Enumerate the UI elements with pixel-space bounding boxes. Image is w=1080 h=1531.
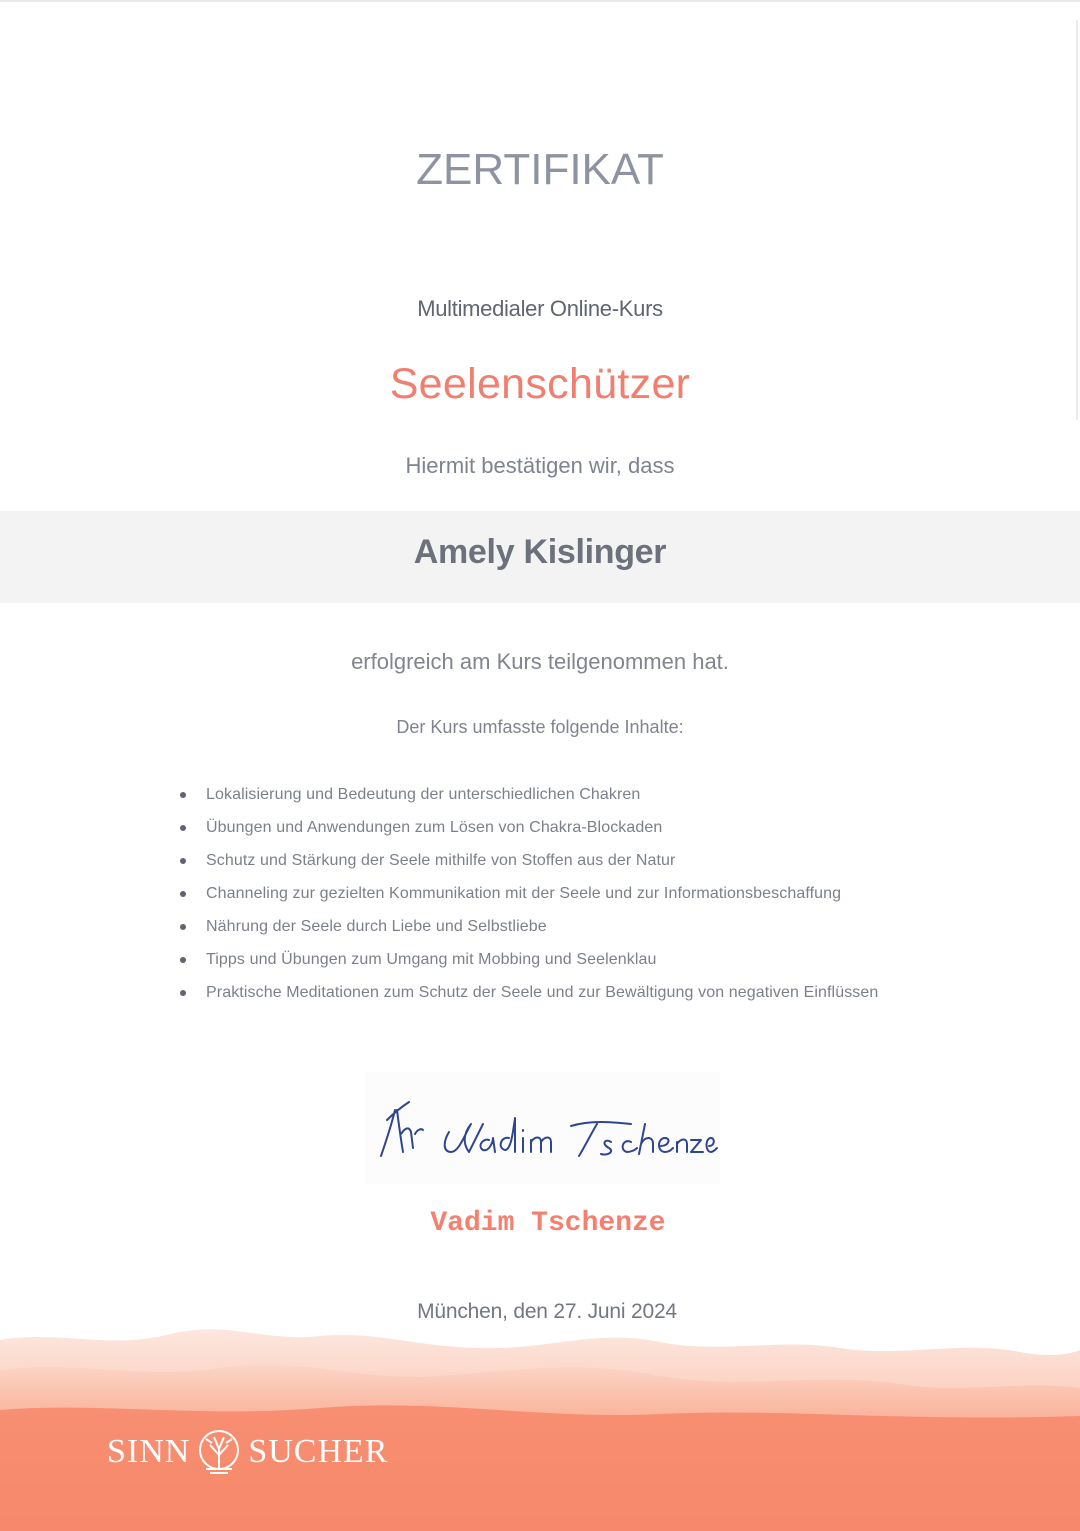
course-contents-list xyxy=(176,778,936,1009)
list-item xyxy=(176,778,936,811)
place-date: München, den 27. Juni 2024 xyxy=(417,1300,677,1323)
list-item-text: Schutz und Stärkung der Seele mithilfe von Stoffen aus der Natur xyxy=(206,852,676,869)
tree-of-life-icon xyxy=(192,1425,246,1479)
confirmation-text: Hiermit bestätigen wir, dass xyxy=(405,453,675,478)
list-item-text: Channeling zur gezielten Kommunikation mit der Seele und zur Informationsbeschaffung xyxy=(206,885,842,902)
recipient-name: Amely Kislinger xyxy=(413,533,667,571)
course-name: Seelenschützer xyxy=(389,360,691,408)
signature-icon xyxy=(365,1072,720,1184)
sinnsucher-logo xyxy=(107,1426,388,1478)
bullet-icon xyxy=(180,924,186,930)
logo-word-left: SINN xyxy=(107,1433,191,1470)
bullet-icon xyxy=(180,858,186,864)
certificate-title: ZERTIFIKAT xyxy=(416,145,664,194)
list-item-text: Lokalisierung und Bedeutung der unterschiedlichen Chakren xyxy=(206,786,641,803)
list-item-text: Übungen und Anwendungen zum Lösen von Chakra-Blockaden xyxy=(206,819,663,836)
list-item xyxy=(176,877,936,910)
handwritten-signature xyxy=(365,1072,720,1184)
watercolor-footer xyxy=(0,1290,1080,1531)
bullet-icon xyxy=(180,792,186,798)
bullet-icon xyxy=(180,891,186,897)
contents-intro: Der Kurs umfasste folgende Inhalte: xyxy=(396,717,684,737)
list-item xyxy=(176,943,936,976)
list-item-text: Nährung der Seele durch Liebe und Selbstliebe xyxy=(206,918,547,935)
top-border xyxy=(0,0,1080,2)
list-item xyxy=(176,811,936,844)
logo-word-right: SUCHER xyxy=(248,1433,389,1470)
list-item xyxy=(176,844,936,877)
list-item xyxy=(176,910,936,943)
list-item-text: Tipps und Übungen zum Umgang mit Mobbing und Seelenklau xyxy=(206,951,657,968)
signer-name: Vadim Tschenze xyxy=(430,1208,666,1239)
list-item-text: Praktische Meditationen zum Schutz der Seele und zur Bewältigung von negativen Einflüssen xyxy=(206,984,879,1001)
bullet-icon xyxy=(180,825,186,831)
completion-text: erfolgreich am Kurs teilgenommen hat. xyxy=(351,649,729,674)
list-item xyxy=(176,976,936,1009)
course-type: Multimedialer Online-Kurs xyxy=(417,296,663,321)
bullet-icon xyxy=(180,990,186,996)
bullet-icon xyxy=(180,957,186,963)
